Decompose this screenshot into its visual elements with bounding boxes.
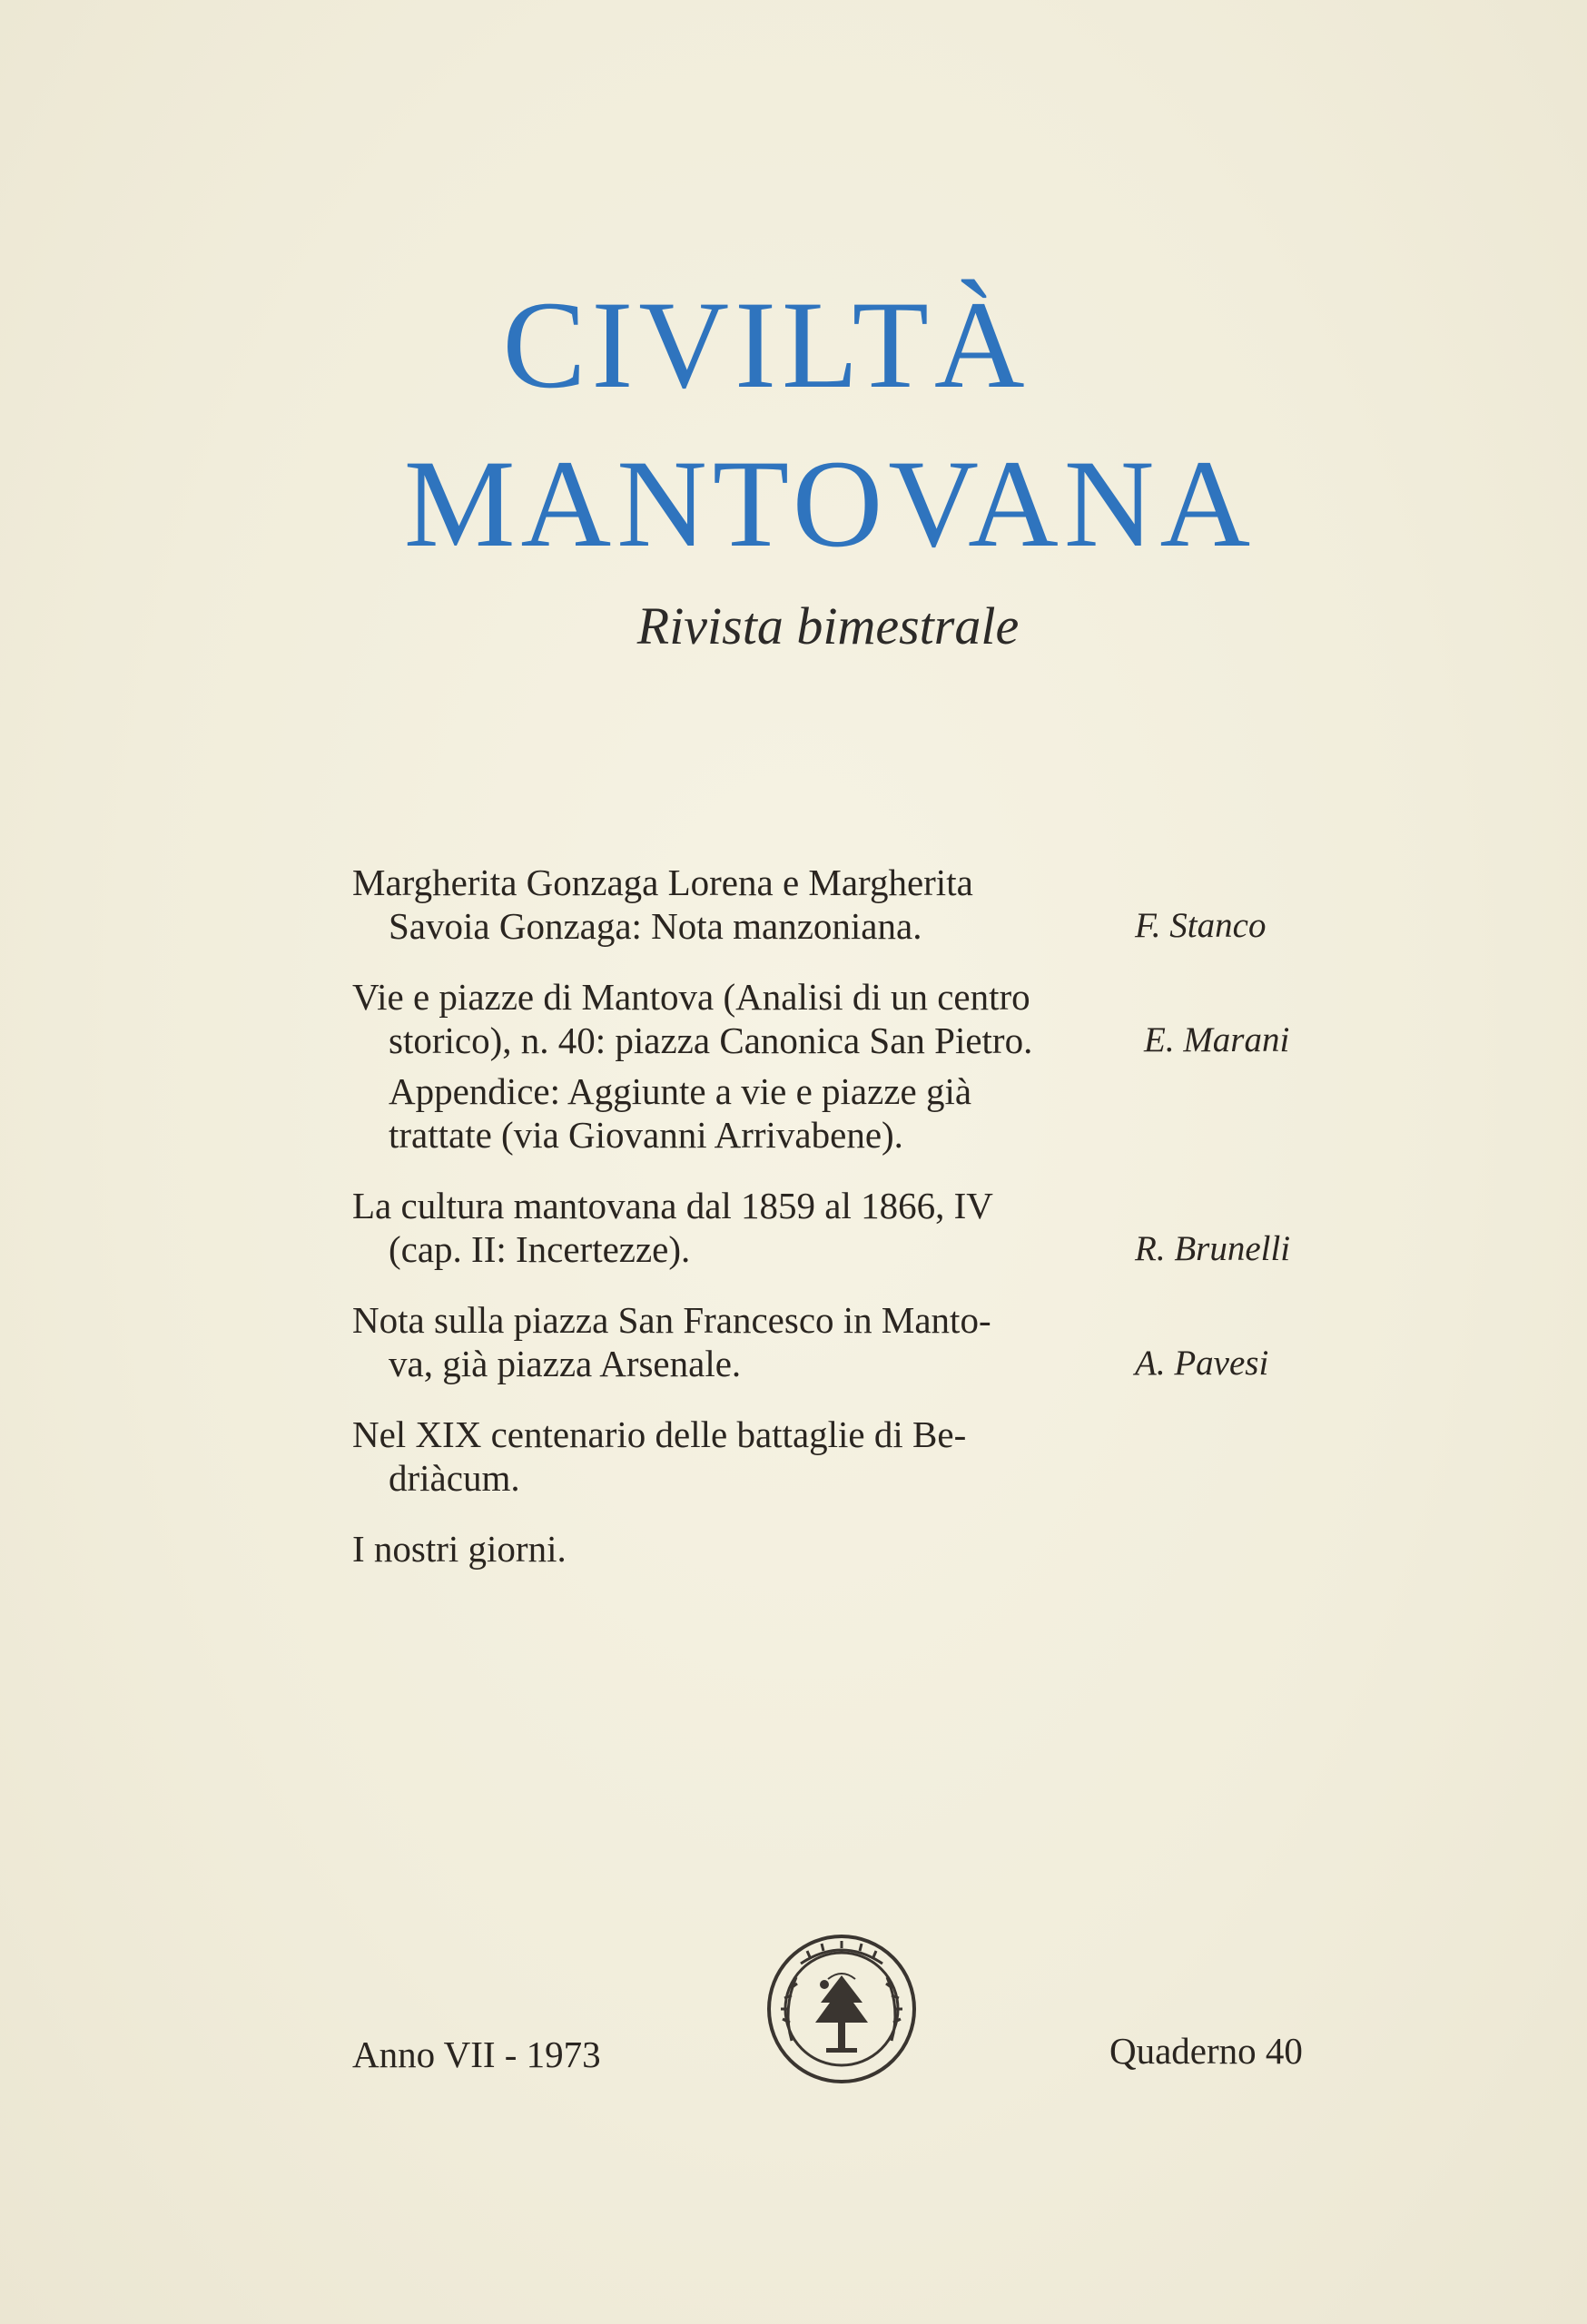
year-label: Anno VII - 1973 xyxy=(352,2034,601,2075)
tree-seal-icon xyxy=(764,1932,919,2086)
toc-entry-title-line: storico), n. 40: piazza Canonica San Pietro. xyxy=(389,1019,1033,1061)
toc-entry-title-line: Nel XIX centenario delle battaglie di Be- xyxy=(352,1413,967,1455)
toc-entry-title-line: (cap. II: Incertezze). xyxy=(389,1228,691,1270)
toc-entry xyxy=(352,1298,1333,1385)
toc-entry-author: R. Brunelli xyxy=(1135,1229,1291,1268)
toc-entry-title-line: Nota sulla piazza San Francesco in Manto- xyxy=(352,1299,991,1341)
toc-entry-appendix xyxy=(352,1069,1333,1157)
journal-title-line-1: CIVILTÀ xyxy=(502,275,1030,414)
toc-entry-title-line: Margherita Gonzaga Lorena e Margherita xyxy=(352,862,973,903)
toc-entry-appendix-line: trattate (via Giovanni Arrivabene). xyxy=(389,1114,903,1156)
toc-entry-title-line: va, già piazza Arsenale. xyxy=(389,1343,742,1384)
toc-entry-title-line: driàcum. xyxy=(389,1457,520,1499)
toc-entry-author: E. Marani xyxy=(1144,1020,1290,1059)
toc-entry-title-line: La cultura mantovana dal 1859 al 1866, IV xyxy=(352,1185,993,1226)
toc-entry-author: F. Stanco xyxy=(1135,906,1267,945)
toc-entry xyxy=(352,1184,1333,1271)
toc-entry-title-line: I nostri giorni. xyxy=(352,1528,567,1570)
toc-entry-author: A. Pavesi xyxy=(1135,1344,1269,1383)
journal-title-line-2: MANTOVANA xyxy=(403,434,1257,573)
toc-entry xyxy=(352,975,1333,1157)
table-of-contents xyxy=(352,861,1333,1598)
toc-entry xyxy=(352,1413,1333,1500)
toc-entry-title-line: Vie e piazze di Mantova (Analisi di un centro xyxy=(352,976,1030,1018)
toc-entry-appendix-line: Appendice: Aggiunte a vie e piazze già xyxy=(389,1070,972,1112)
toc-entry-title-line: Savoia Gonzaga: Nota manzoniana. xyxy=(389,905,922,947)
journal-subtitle: Rivista bimestrale xyxy=(636,596,1020,655)
toc-entry xyxy=(352,1527,1333,1571)
toc-entry xyxy=(352,861,1333,948)
issue-label: Quaderno 40 xyxy=(1109,2030,1303,2072)
